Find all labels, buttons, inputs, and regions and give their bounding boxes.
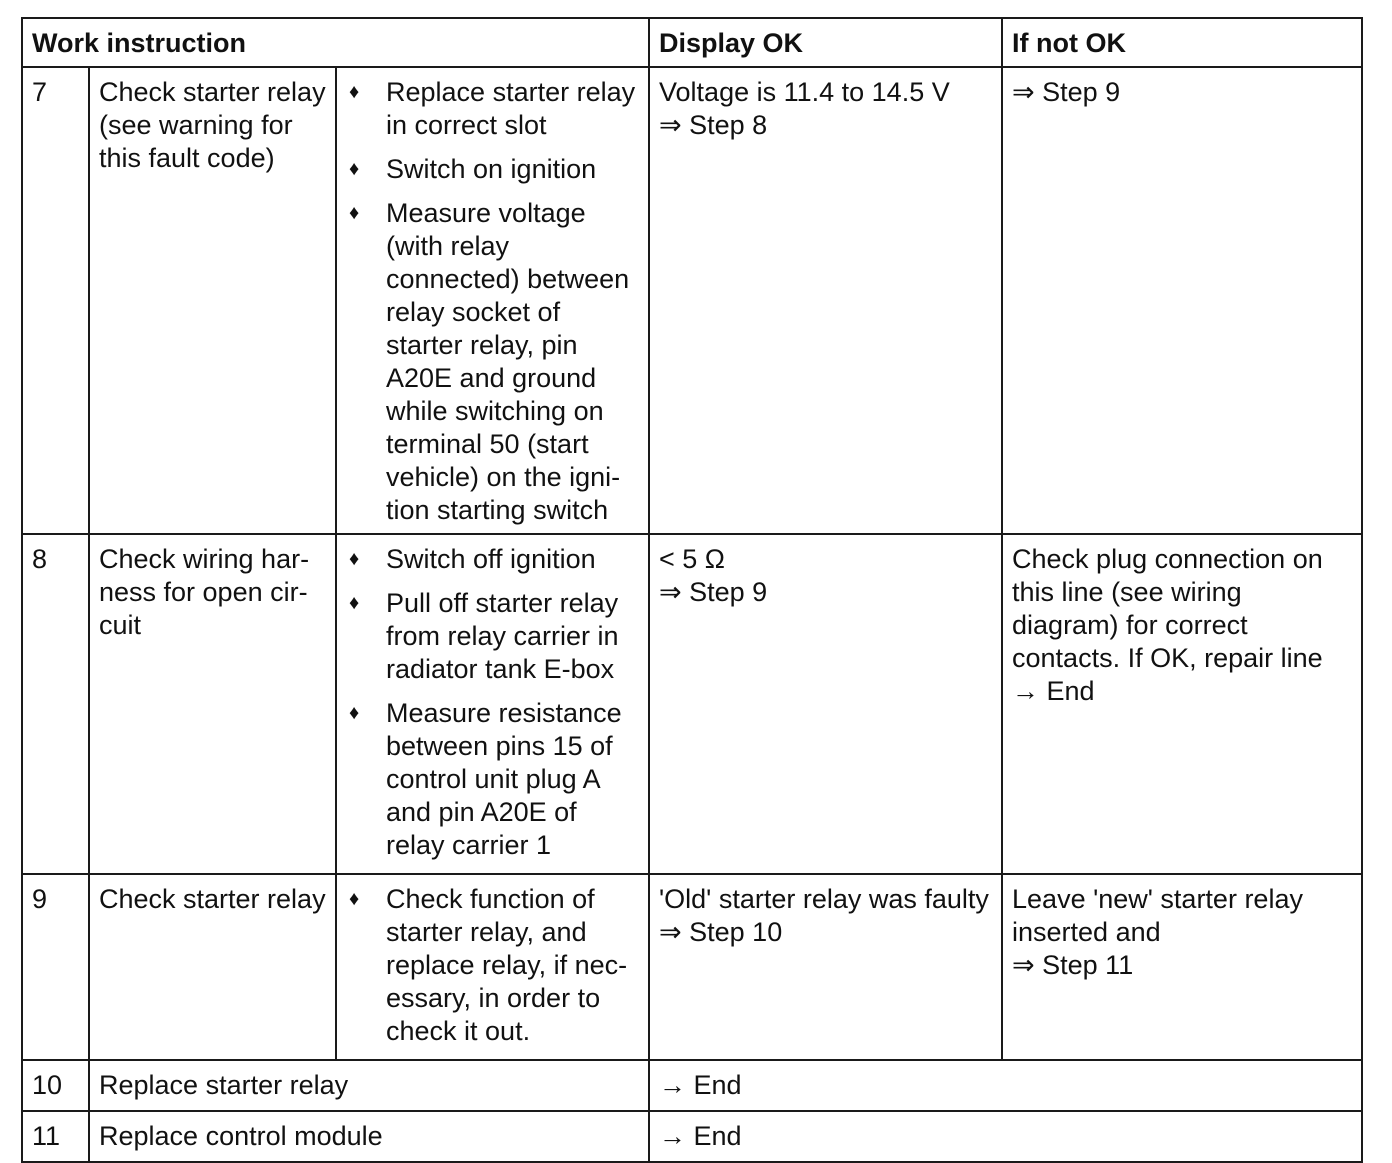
- action-item: ♦ Replace starter relay in correct slot: [349, 77, 636, 140]
- bullet-icon: ♦: [349, 702, 360, 724]
- action-item: ♦ Switch off ignition: [349, 544, 596, 574]
- action-list-cell: [336, 534, 649, 874]
- if-not-ok-next: ⇒ Step 9: [1012, 77, 1121, 107]
- result-cell: → End: [649, 1060, 1362, 1111]
- if-not-ok-next: ⇒ Step 11: [1012, 950, 1134, 980]
- table-row: [22, 67, 1362, 534]
- display-ok-text: Voltage is 11.4 to 14.5 V: [659, 77, 950, 107]
- step-number: 8: [22, 534, 89, 874]
- result-cell: → End: [649, 1111, 1362, 1162]
- display-ok-cell: [649, 534, 1002, 874]
- if-not-ok-cell: [1002, 874, 1362, 1060]
- table-row: [22, 874, 1362, 1060]
- work-instruction-table: [21, 17, 1363, 1163]
- bullet-icon: ♦: [349, 202, 360, 224]
- action-item: ♦ Pull off starter relay from relay carrier in radiator tank E-box: [349, 588, 619, 684]
- step-number: 7: [22, 67, 89, 534]
- display-ok-next: ⇒ Step 8: [659, 110, 768, 140]
- display-ok-cell: [649, 874, 1002, 1060]
- header-work-instruction: Work instruction: [22, 18, 649, 67]
- step-number: 10: [22, 1060, 89, 1111]
- display-ok-cell: [649, 67, 1002, 534]
- table-header-row: [22, 18, 1362, 67]
- table-row: [22, 534, 1362, 874]
- table-row: [22, 1111, 1362, 1162]
- if-not-ok-text: Leave 'new' starter relay inserted and: [1012, 884, 1303, 947]
- table-row: [22, 1060, 1362, 1111]
- display-ok-next: ⇒ Step 9: [659, 577, 768, 607]
- header-if-not-ok: If not OK: [1002, 18, 1362, 67]
- action-item: ♦ Switch on ignition: [349, 154, 597, 184]
- display-ok-text: 'Old' starter relay was faulty: [659, 884, 989, 914]
- step-number: 9: [22, 874, 89, 1060]
- display-ok-text: < 5 Ω: [659, 544, 725, 574]
- action-item: ♦ Measure voltage (with relay connected) between relay socket of starter relay, pin A20E and ground while switching on terminal 50 (start vehicle) on the igni-tion starting switch: [349, 198, 630, 525]
- bullet-icon: ♦: [349, 158, 360, 180]
- if-not-ok-next: → End: [1012, 676, 1095, 706]
- if-not-ok-text: Check plug connection on this line (see wiring diagram) for correct contacts. If OK, repair line: [1012, 544, 1323, 673]
- if-not-ok-cell: [1002, 534, 1362, 874]
- header-display-ok: Display OK: [649, 18, 1002, 67]
- bullet-icon: ♦: [349, 888, 360, 910]
- display-ok-next: ⇒ Step 10: [659, 917, 783, 947]
- action-list: [346, 883, 639, 1048]
- action-list: [346, 543, 639, 862]
- check-description: Check starter relay (see warning for this fault code): [89, 67, 336, 534]
- check-description: Replace control module: [89, 1111, 649, 1162]
- check-description: Check starter relay: [89, 874, 336, 1060]
- step-number: 11: [22, 1111, 89, 1162]
- if-not-ok-cell: [1002, 67, 1362, 534]
- check-description: Check wiring har-ness for open cir-cuit: [89, 534, 336, 874]
- action-item: ♦ Check function of starter relay, and replace relay, if nec-essary, in order to check it out.: [349, 884, 628, 1046]
- bullet-icon: ♦: [349, 81, 360, 103]
- bullet-icon: ♦: [349, 592, 360, 614]
- action-item: ♦ Measure resistance between pins 15 of control unit plug A and pin A20E of relay carrier 1: [349, 698, 622, 860]
- action-list-cell: [336, 67, 649, 534]
- bullet-icon: ♦: [349, 548, 360, 570]
- action-list: [346, 76, 639, 527]
- check-description: Replace starter relay: [89, 1060, 649, 1111]
- action-list-cell: [336, 874, 649, 1060]
